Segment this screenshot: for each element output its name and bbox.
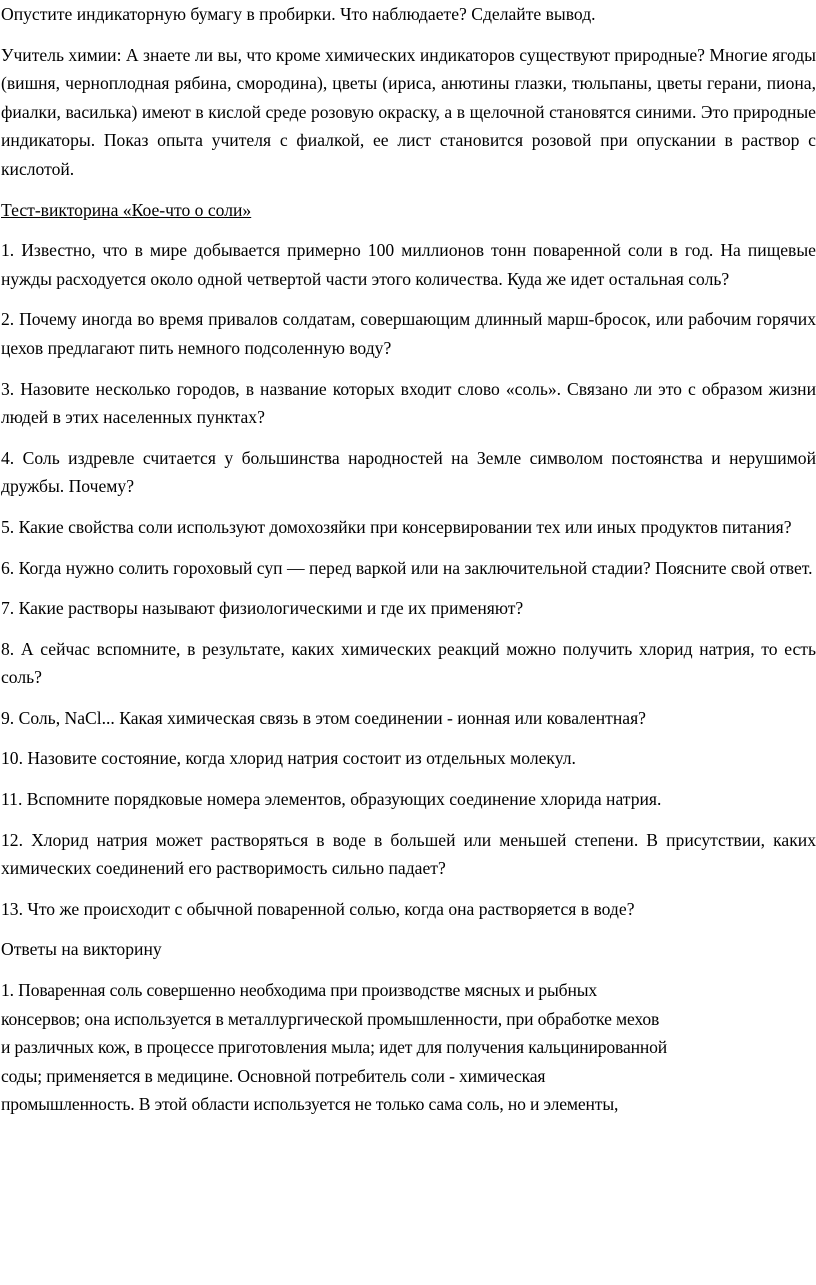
question-6: 6. Когда нужно солить гороховый суп — перед варкой или на заключительной стадии? Поясните свой ответ. <box>1 557 813 578</box>
answer-line: консервов; она используется в металлургической промышленности, при обработке мехов <box>1 1008 660 1029</box>
question-10: 10. Назовите состояние, когда хлорид натрия состоит из отдельных молекул. <box>1 748 576 769</box>
quiz-title: Тест-викторина «Кое-что о соли» <box>1 199 252 220</box>
question-12: 12. Хлорид натрия может растворяться в воде в большей или меньшей степени. В присутствии, каких химических соединений его растворимость сильно падает? <box>1 829 816 879</box>
question-4: 4. Соль издревле считается у большинства народностей на Земле символом постоянства и нерушимой дружбы. Почему? <box>1 447 816 497</box>
answer-line: промышленность. В этой области используется не только сама соль, но и элементы, <box>1 1094 619 1115</box>
question-11: 11. Вспомните порядковые номера элементов, образующих соединение хлорида натрия. <box>1 789 662 810</box>
question-13: 13. Что же происходит с обычной поваренной солью, когда она растворяется в воде? <box>1 898 635 919</box>
answer-line: соды; применяется в медицине. Основной потребитель соли - химическая <box>1 1065 546 1086</box>
intro-line: Опустите индикаторную бумагу в пробирки. Что наблюдаете? Сделайте вывод. <box>1 4 596 24</box>
question-3: 3. Назовите несколько городов, в название которых входит слово «соль». Связано ли это с образом жизни людей в этих населенных пунктах? <box>1 378 816 428</box>
answers-title: Ответы на викторину <box>1 939 162 960</box>
question-1: 1. Известно, что в мире добывается примерно 100 миллионов тонн поваренной соли в год. На пищевые нужды расходуется около одной четвертой части этого количества. Куда же идет остальная соль? <box>1 240 816 289</box>
question-8: 8. А сейчас вспомните, в результате, каких химических реакций можно получить хлорид натрия, то есть соль? <box>1 638 816 688</box>
question-9: 9. Соль, NaCl... Какая химическая связь в этом соединении - ионная или ковалентная? <box>1 707 646 728</box>
teacher-paragraph: Учитель химии: А знаете ли вы, что кроме химических индикаторов существуют природные? Многие ягоды (вишня, черноплодная рябина, смородина), цветы (ириса, анютины глазки, тюльпаны, цветы герани, пиона, фиалки, василька) имеют в кислой среде розовую окраску, а в щелочной становятся синими. Это природные индикаторы. Показ опыта учителя с фиалкой, ее лист становится розовой при опускании в раствор с кислотой. <box>1 44 816 179</box>
question-2: 2. Почему иногда во время привалов солдатам, совершающим длинный марш-бросок, или рабочим горячих цехов предлагают пить немного подсоленную воду? <box>1 309 816 358</box>
answer-line: 1. Поваренная соль совершенно необходима при производстве мясных и рыбных <box>1 980 598 1001</box>
answer-1 <box>1 976 816 1119</box>
answer-line: и различных кож, в процессе приготовления мыла; идет для получения кальцинированной <box>1 1037 668 1058</box>
question-5: 5. Какие свойства соли используют домохозяйки при консервировании тех или иных продуктов питания? <box>1 516 792 537</box>
question-7: 7. Какие растворы называют физиологическими и где их применяют? <box>1 598 524 619</box>
